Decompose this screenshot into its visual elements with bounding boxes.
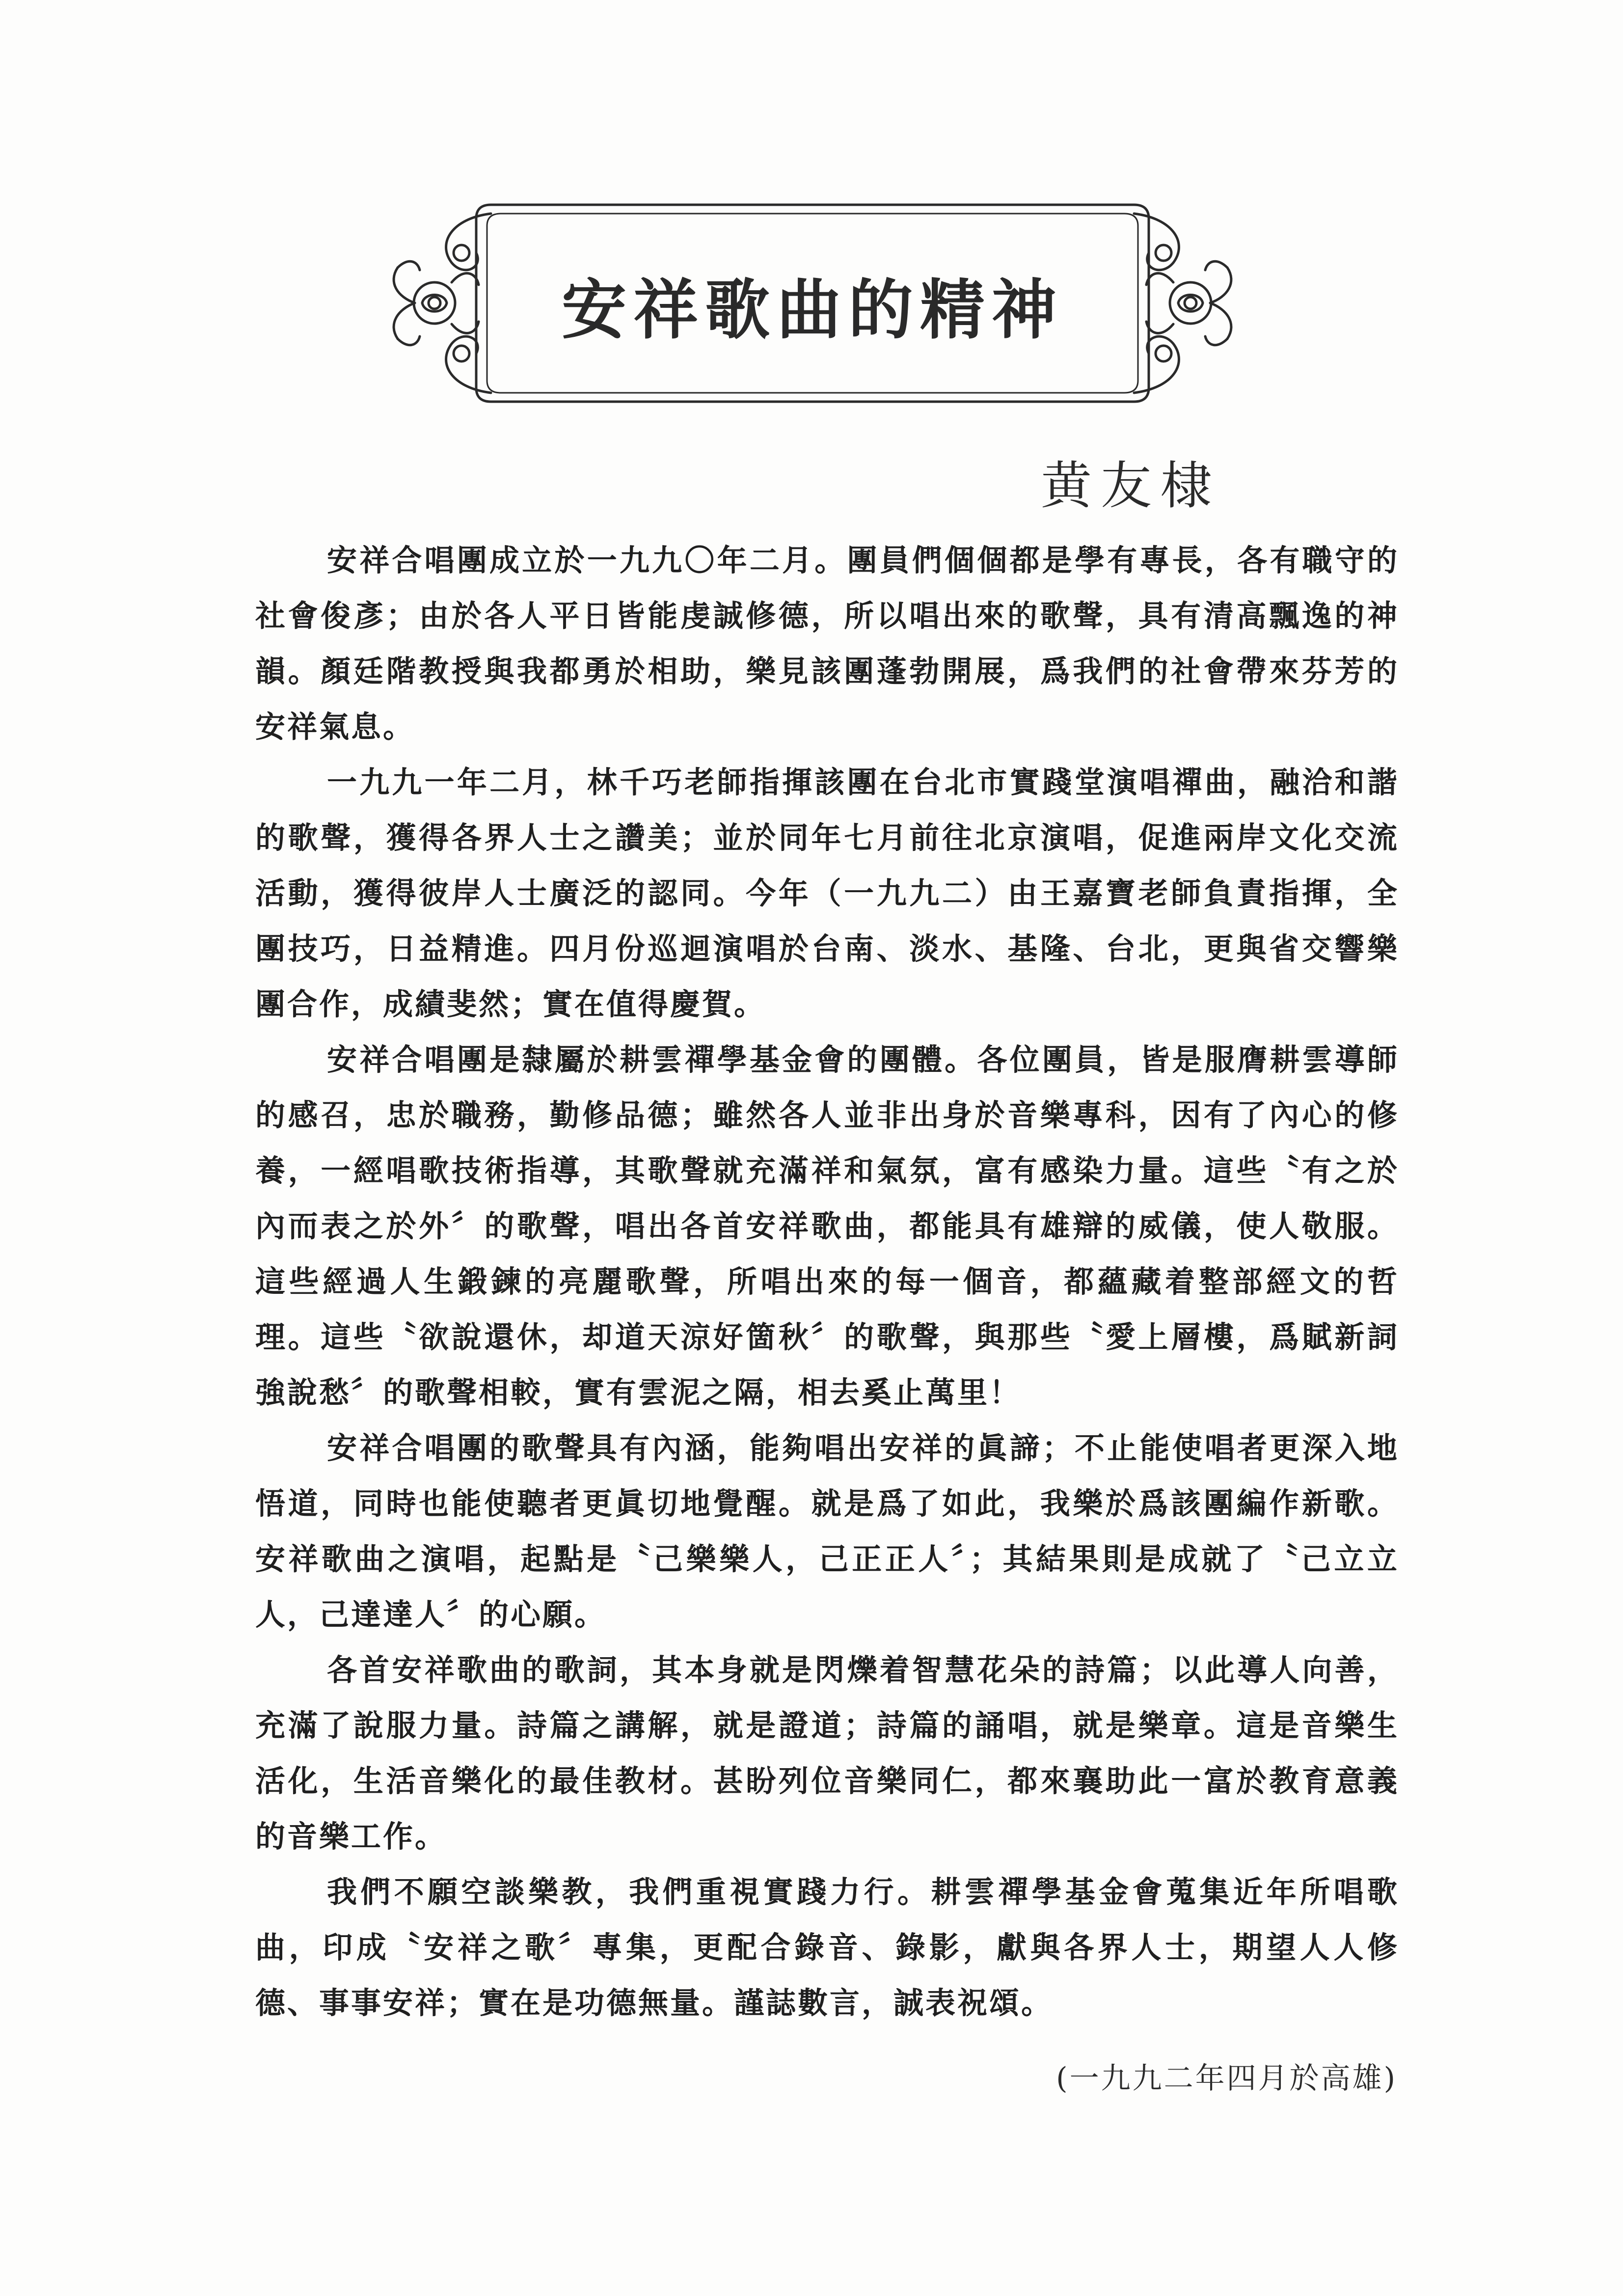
- paragraph: 我們不願空談樂教，我們重視實踐力行。耕雲禪學基金會蒐集近年所唱歌曲，印成〝安祥之歌〞專集，更配合錄音、錄影，獻與各界人士，期望人人修德、事事安祥；實在是功德無量。謹誌數言，誠表祝頌。: [255, 1875, 1399, 2021]
- article-body: [255, 533, 1399, 2031]
- page-title: 安祥歌曲的精神: [562, 273, 1063, 348]
- date-signoff: (一九九二年四月於高雄): [1056, 2061, 1397, 2096]
- title-frame: [378, 199, 1247, 408]
- paragraph: 一九九一年二月，林千巧老師指揮該團在台北市實踐堂演唱禪曲，融洽和諧的歌聲，獲得各界人士之讚美；並於同年七月前往北京演唱，促進兩岸文化交流活動，獲得彼岸人士廣泛的認同。今年（一九九二）由王嘉寶老師負責指揮，全團技巧，日益精進。四月份巡迴演唱於台南、淡水、基隆、台北，更與省交響樂團合作，成績斐然；實在值得慶賀。: [255, 765, 1399, 1022]
- author-name: 黄友棣: [1041, 456, 1221, 516]
- paragraph: 安祥合唱團的歌聲具有內涵，能夠唱出安祥的眞諦；不止能使唱者更深入地悟道，同時也能使聽者更眞切地覺醒。就是爲了如此，我樂於爲該團編作新歌。安祥歌曲之演唱，起點是〝己樂樂人，己正正人〞；其結果則是成就了〝己立立人，己達達人〞的心願。: [255, 1431, 1399, 1632]
- paragraph: 安祥合唱團成立於一九九〇年二月。團員們個個都是學有專長，各有職守的社會俊彥；由於各人平日皆能虔誠修德，所以唱出來的歌聲，具有清高飄逸的神韻。顏廷階教授與我都勇於相助，樂見該團蓬勃開展，爲我們的社會帶來芬芳的安祥氣息。: [255, 543, 1399, 744]
- paragraph: 安祥合唱團是隸屬於耕雲禪學基金會的團體。各位團員，皆是服膺耕雲導師的感召，忠於職務，勤修品德；雖然各人並非出身於音樂專科，因有了內心的修養，一經唱歌技術指導，其歌聲就充滿祥和氣氛，富有感染力量。這些〝有之於內而表之於外〞的歌聲，唱出各首安祥歌曲，都能具有雄辯的威儀，使人敬服。這些經過人生鍛鍊的亮麗歌聲，所唱出來的每一個音，都蘊藏着整部經文的哲理。這些〝欲說還休，却道天涼好箇秋〞的歌聲，與那些〝愛上層樓，爲賦新詞強說愁〞的歌聲相較，實有雲泥之隔，相去奚止萬里！: [255, 1042, 1399, 1410]
- paragraph: 各首安祥歌曲的歌詞，其本身就是閃爍着智慧花朵的詩篇；以此導人向善，充滿了說服力量。詩篇之講解，就是證道；詩篇的誦唱，就是樂章。這是音樂生活化，生活音樂化的最佳教材。甚盼列位音樂同仁，都來襄助此一富於教育意義的音樂工作。: [255, 1653, 1399, 1854]
